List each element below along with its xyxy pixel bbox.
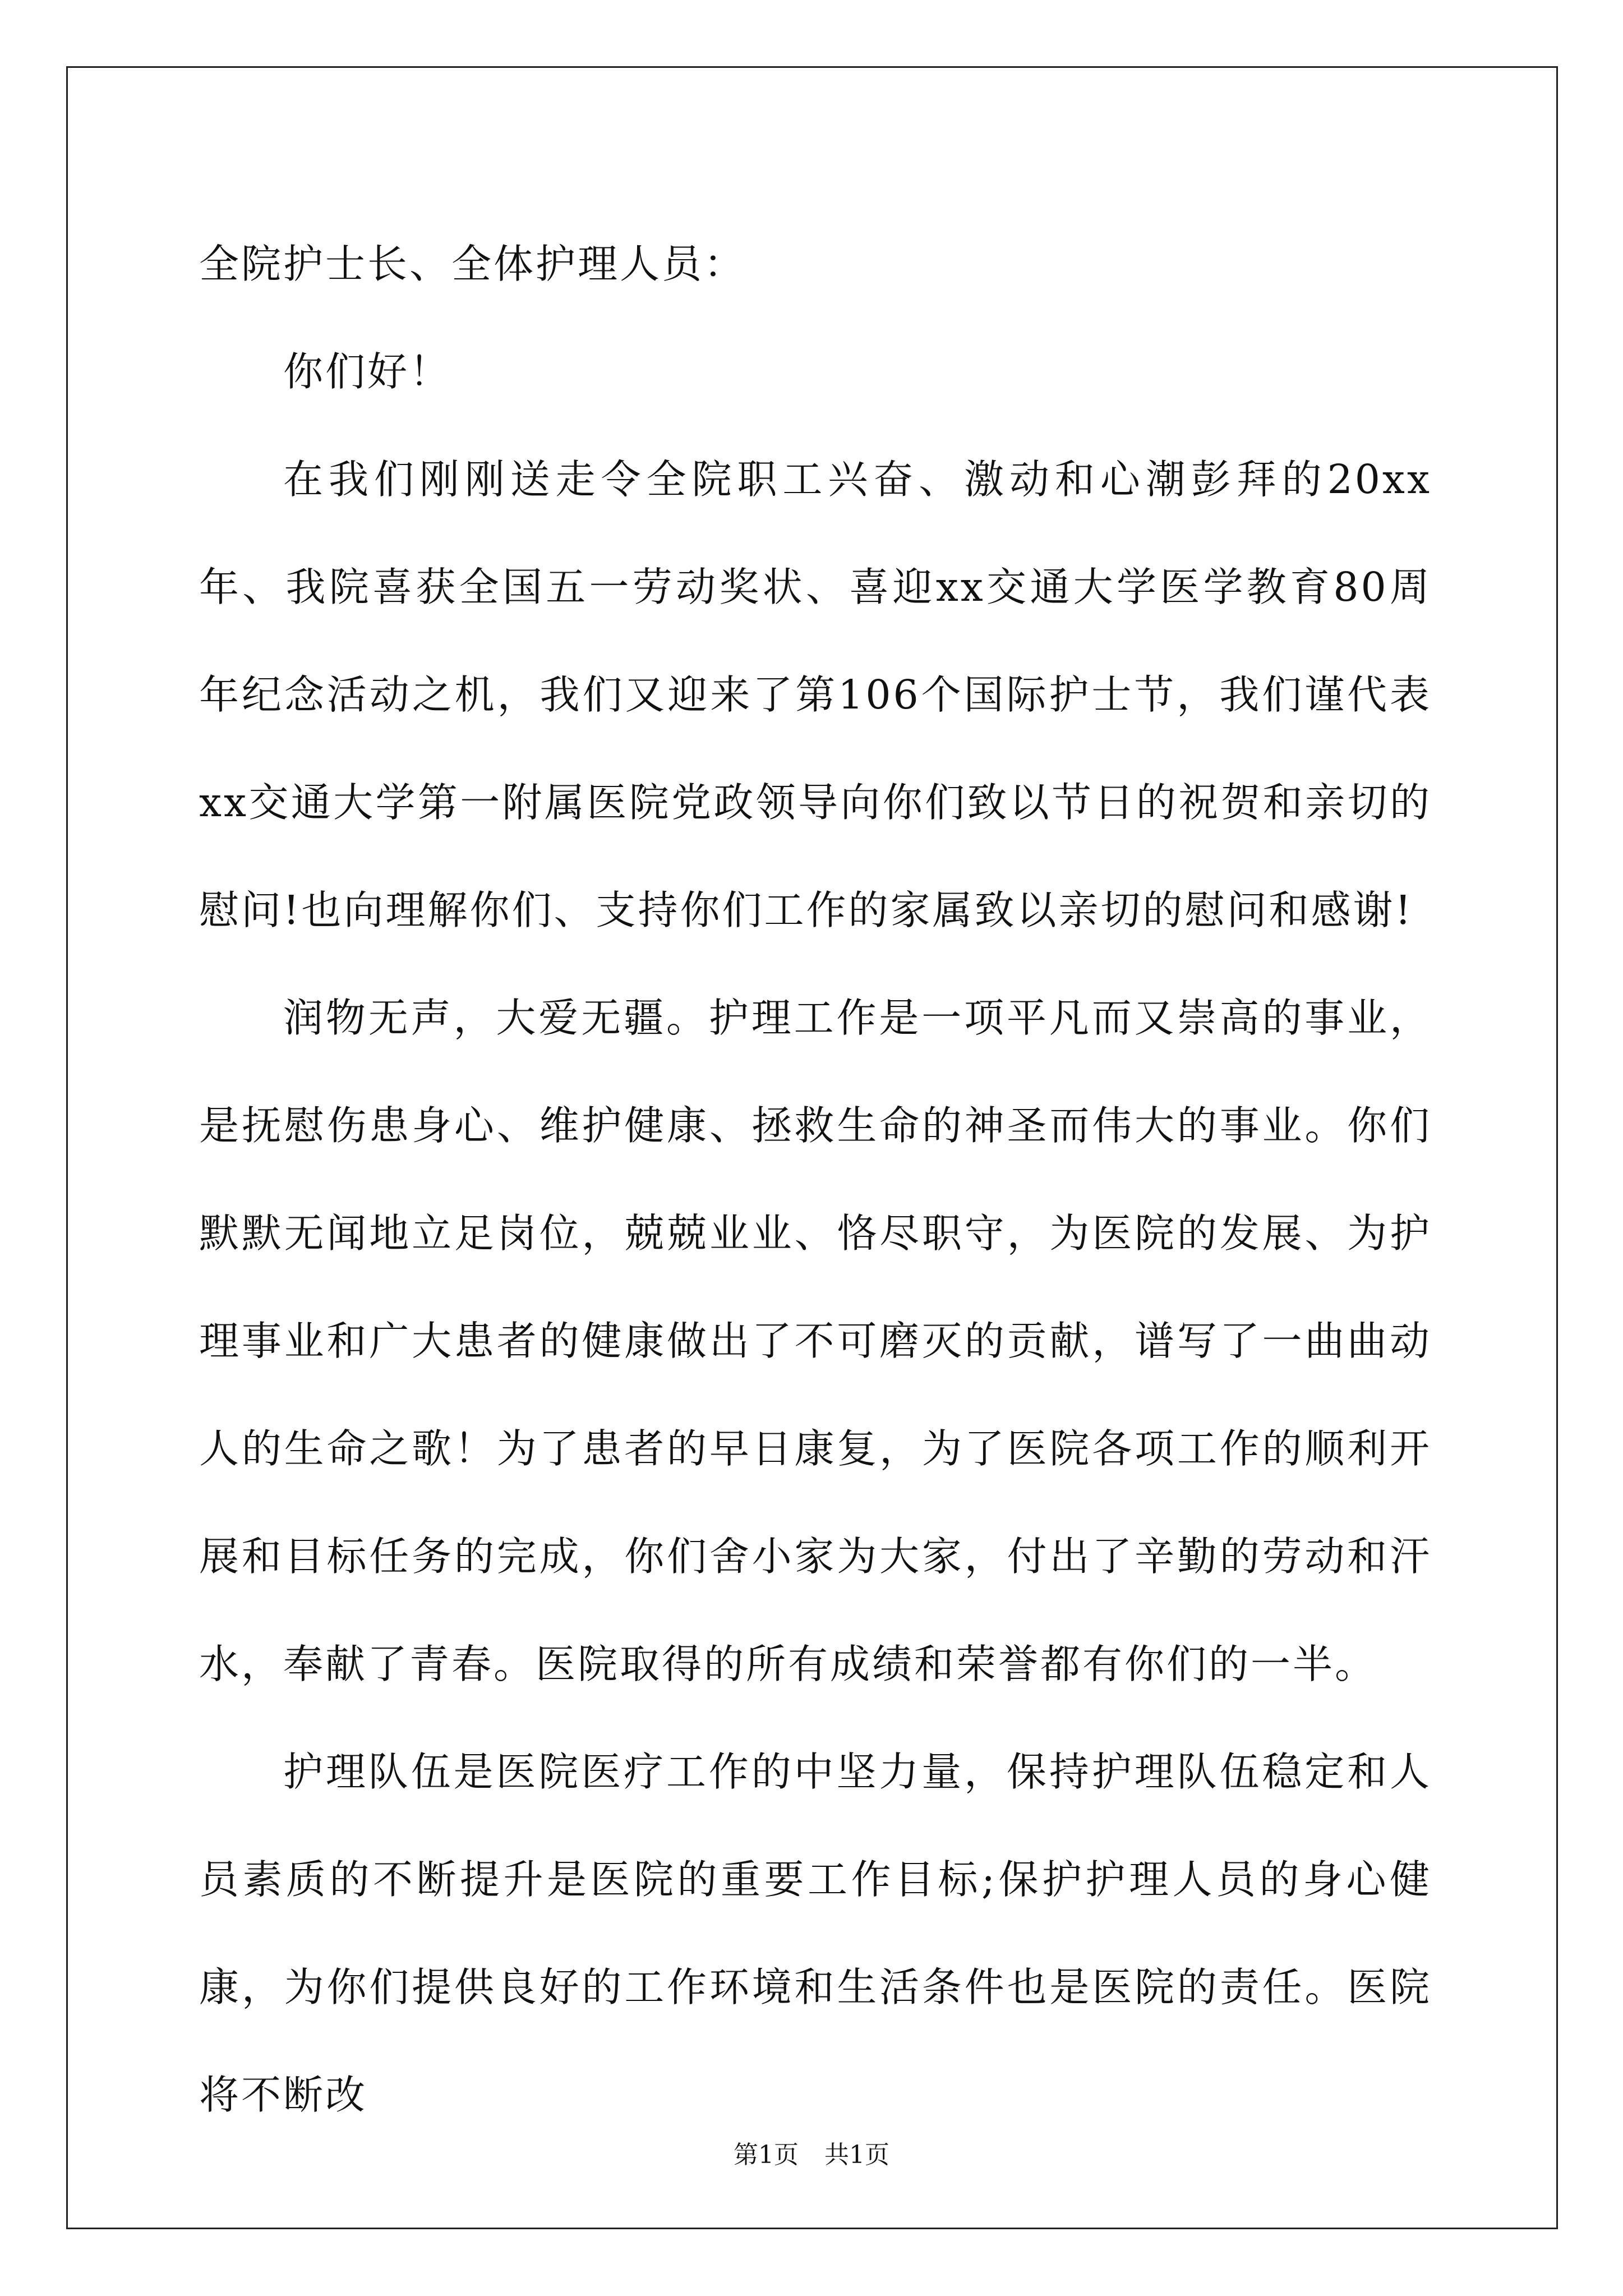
salutation: 全院护士长、全体护理人员：	[199, 241, 746, 287]
page-footer	[0, 2138, 1623, 2172]
page-number: 第1页	[734, 2141, 799, 2169]
letter-body	[199, 210, 1432, 2149]
greeting: 你们好！	[283, 348, 452, 395]
paragraph-2: 润物无声，大爱无疆。护理工作是一项平凡而又崇高的事业，是抚慰伤患身心、维护健康、拯救生命的神圣而伟大的事业。你们默默无闻地立足岗位，兢兢业业、恪尽职守，为医院的发展、为护理事业和广大患者的健康做出了不可磨灭的贡献，谱写了一曲曲动人的生命之歌！为了患者的早日康复，为了医院各项工作的顺利开展和目标任务的完成，你们舍小家为大家，付出了辛勤的劳动和汗水，奉献了青春。医院取得的所有成绩和荣誉都有你们的一半。	[199, 995, 1432, 1687]
paragraph-3: 护理队伍是医院医疗工作的中坚力量，保持护理队伍稳定和人员素质的不断提升是医院的重要工作目标;保护护理人员的身心健康，为你们提供良好的工作环境和生活条件也是医院的责任。医院将不断改	[199, 1749, 1432, 2118]
paragraph-1: 在我们刚刚送走令全院职工兴奋、激动和心潮彭拜的20xx年、我院喜获全国五一劳动奖状、喜迎xx交通大学医学教育80周年纪念活动之机，我们又迎来了第106个国际护士节，我们谨代表xx交通大学第一附属医院党政领导向你们致以节日的祝贺和亲切的慰问!也向理解你们、支持你们工作的家属致以亲切的慰问和感谢!	[199, 456, 1432, 933]
page-total: 共1页	[824, 2141, 889, 2169]
